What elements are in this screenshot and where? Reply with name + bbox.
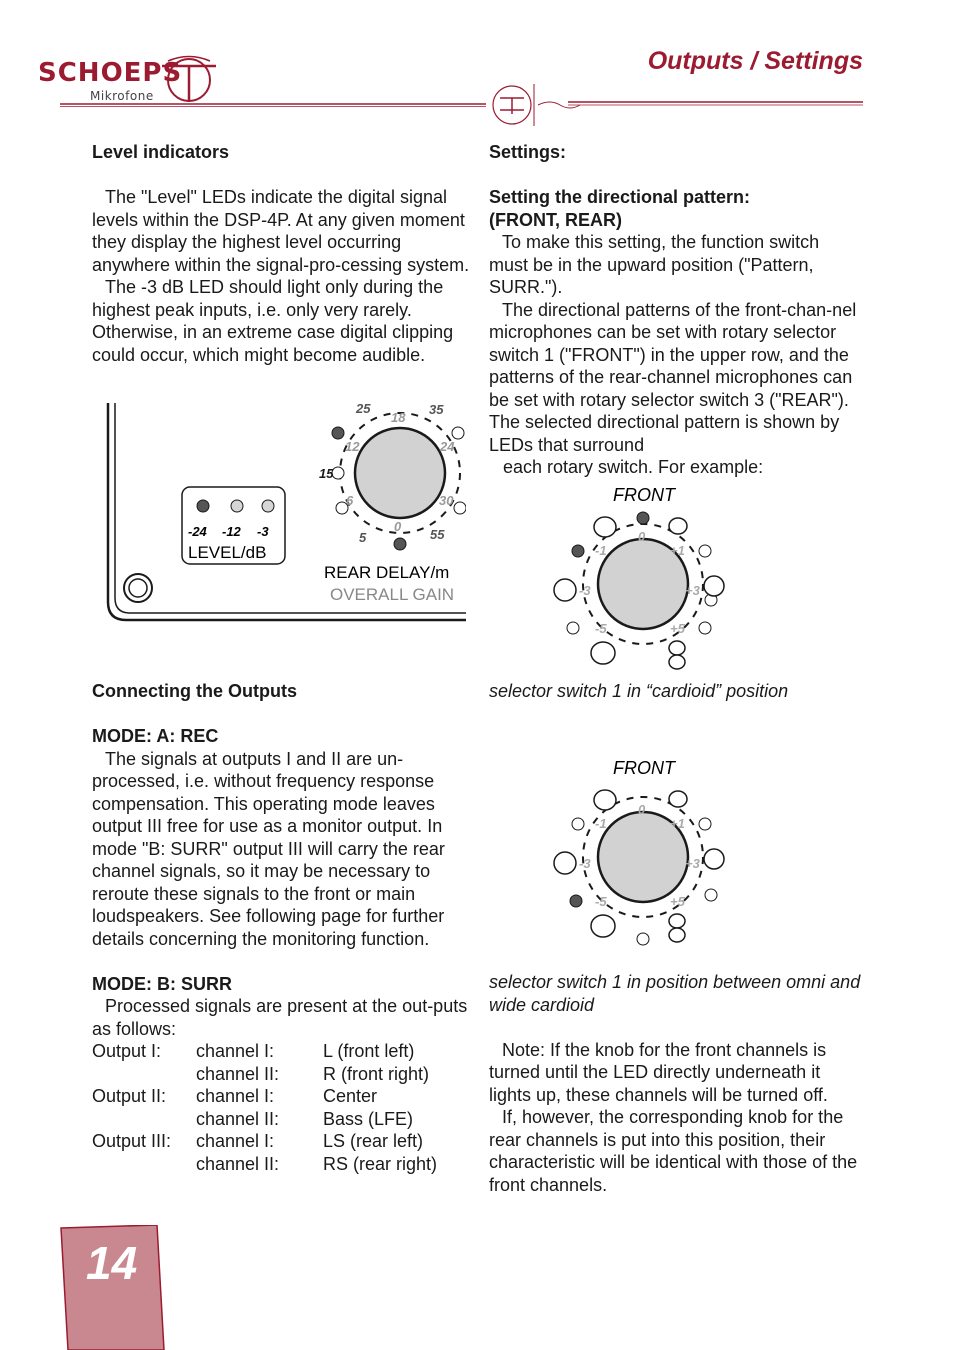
scale-24: 24: [440, 439, 455, 454]
channel-cell: channel II:: [196, 1153, 280, 1174]
level-label-12: -12: [222, 524, 241, 539]
scale-0: 0: [394, 519, 402, 534]
knob-front-label: FRONT: [613, 758, 675, 778]
note-paragraph-2: If, however, the corresponding knob for the rear channels is put into this position, their characteristic will be identical with those of the front channels.: [489, 1107, 858, 1195]
scale-5: 5: [359, 530, 367, 545]
table-row: [92, 1153, 437, 1176]
mode-a-paragraph: The signals at outputs I and II are un-processed, i.e. without frequency response compensation. This operating mode leaves output III free for use as a monitor output. In mode "B: SURR" output III will carry the rear channel signals, so it may be necessary to reroute these signals to the front or main loudspeakers. See following page for further details concerning the monitoring function.: [92, 748, 445, 949]
output-cell: [92, 1063, 196, 1086]
level-heading: Level indicators: [92, 142, 230, 162]
front-knob-diagram-1: [545, 482, 745, 674]
table-row: [92, 1085, 437, 1108]
caption-1: selector switch 1 in “cardioid” position: [489, 681, 789, 701]
output-cell: [92, 1108, 196, 1131]
mark-minus-3: -3: [579, 583, 591, 598]
mark-minus-1: -1: [595, 816, 607, 831]
channel-cell: channel I:: [196, 1041, 275, 1061]
mark-minus-3: -3: [579, 856, 591, 871]
pattern-paragraph-1: To make this setting, the function switch must be in the upward position ("Pattern, SURR.").: [489, 232, 820, 297]
rear-delay-knob: [355, 428, 445, 518]
scale-6: 6: [346, 493, 354, 508]
front-knob-diagram-2: [545, 755, 745, 947]
page-number: 14: [86, 1237, 138, 1289]
mark-plus-5: +5: [670, 894, 685, 909]
scale-35: 35: [429, 402, 444, 417]
signal-cell: Center: [323, 1086, 378, 1106]
led-minus-3: [262, 500, 274, 512]
scale-30: 30: [439, 493, 454, 508]
note-paragraph-1: Note: If the knob for the front channels is turned until the LED directly underneath it lights up, these channels will be turned off.: [489, 1039, 828, 1105]
connecting-heading: Connecting the Outputs: [92, 681, 297, 701]
page-title: Outputs / Settings: [647, 47, 863, 75]
pattern-paragraph-3: each rotary switch. For example:: [503, 457, 764, 477]
mark-minus-5: -5: [595, 621, 607, 636]
mark-plus-3: +3: [685, 583, 700, 598]
left-column-top: [92, 141, 472, 366]
mark-plus-3: +3: [685, 856, 700, 871]
mode-b-heading: MODE: B: SURR: [92, 973, 232, 994]
level-label-24: -24: [188, 524, 207, 539]
table-row: [92, 1108, 437, 1131]
mark-plus-5: +5: [670, 621, 685, 636]
pattern-heading-2: (FRONT, REAR): [489, 209, 622, 230]
led-minus-12: [231, 500, 243, 512]
mark-0: 0: [638, 529, 646, 544]
header-rule: [60, 82, 870, 128]
overall-gain-label: OVERALL GAIN: [330, 585, 455, 604]
knob-front-label: FRONT: [613, 485, 675, 505]
scale-25: 25: [356, 401, 371, 416]
output-cell: Output II:: [92, 1086, 167, 1106]
scale-12: 12: [345, 439, 360, 454]
mark-plus-1: +1: [670, 816, 685, 831]
table-row: [92, 1130, 437, 1153]
brand-logo-text: SCHOEPS: [38, 58, 183, 88]
channel-cell: channel II:: [196, 1108, 280, 1129]
scale-55: 55: [430, 527, 445, 542]
signal-cell: L (front left): [323, 1041, 415, 1061]
signal-cell: Bass (LFE): [323, 1108, 414, 1129]
mode-a-heading: MODE: A: REC: [92, 726, 219, 746]
mark-plus-1: +1: [670, 543, 685, 558]
table-row: [92, 1063, 437, 1086]
output-cell: [92, 1153, 196, 1176]
table-row: [92, 1040, 437, 1063]
output-assignment-table: [92, 1040, 437, 1175]
level-paragraph-2: The -3 dB LED should light only during the highest peak inputs, i.e. only very rarely. Otherwise, in an extreme case digital clipping could occur, which might become audible.: [92, 277, 454, 365]
channel-cell: channel II:: [196, 1063, 280, 1084]
channel-cell: channel I:: [196, 1131, 275, 1151]
mark-minus-5: -5: [595, 894, 607, 909]
brand-subtitle: Mikrofone: [90, 89, 154, 103]
left-column-bottom: [92, 680, 472, 1175]
mark-minus-1: -1: [595, 543, 607, 558]
right-column-top: [489, 141, 861, 479]
scale-15: 15: [319, 466, 334, 481]
signal-cell: R (front right): [323, 1063, 430, 1084]
led-minus-24: [197, 500, 209, 512]
signal-cell: LS (rear left): [323, 1131, 424, 1151]
caption-2: selector switch 1 in position between omni and wide cardioid: [489, 972, 861, 1015]
signal-cell: RS (rear right): [323, 1153, 438, 1174]
mark-0: 0: [638, 802, 646, 817]
pattern-paragraph-2: The directional patterns of the front-chan-nel microphones can be set with rotary selector switch 1 ("FRONT") in the upper row, and the patterns of the rear-channel microphones can be set with rotary selector switch 3 ("REAR"). The selected directional pattern is shown by LEDs that surround: [489, 299, 857, 455]
level-caption: LEVEL/dB: [188, 543, 267, 562]
device-panel-illustration: [100, 398, 468, 628]
output-cell: Output I:: [92, 1041, 162, 1061]
pattern-heading-1: Setting the directional pattern:: [489, 187, 751, 207]
level-label-3: -3: [257, 524, 269, 539]
mode-b-paragraph: Processed signals are present at the out-puts as follows:: [92, 996, 468, 1039]
right-column-bottom: [489, 971, 861, 1196]
channel-cell: channel I:: [196, 1086, 275, 1106]
scale-18: 18: [391, 410, 406, 425]
level-paragraph-1: The "Level" LEDs indicate the digital signal levels within the DSP-4P. At any given moment they display the highest level occurring anywhere within the signal-pro-cessing system.: [92, 187, 470, 275]
rear-delay-label: REAR DELAY/m: [324, 563, 450, 582]
output-cell: Output III:: [92, 1131, 172, 1151]
settings-heading: Settings:: [489, 142, 567, 162]
